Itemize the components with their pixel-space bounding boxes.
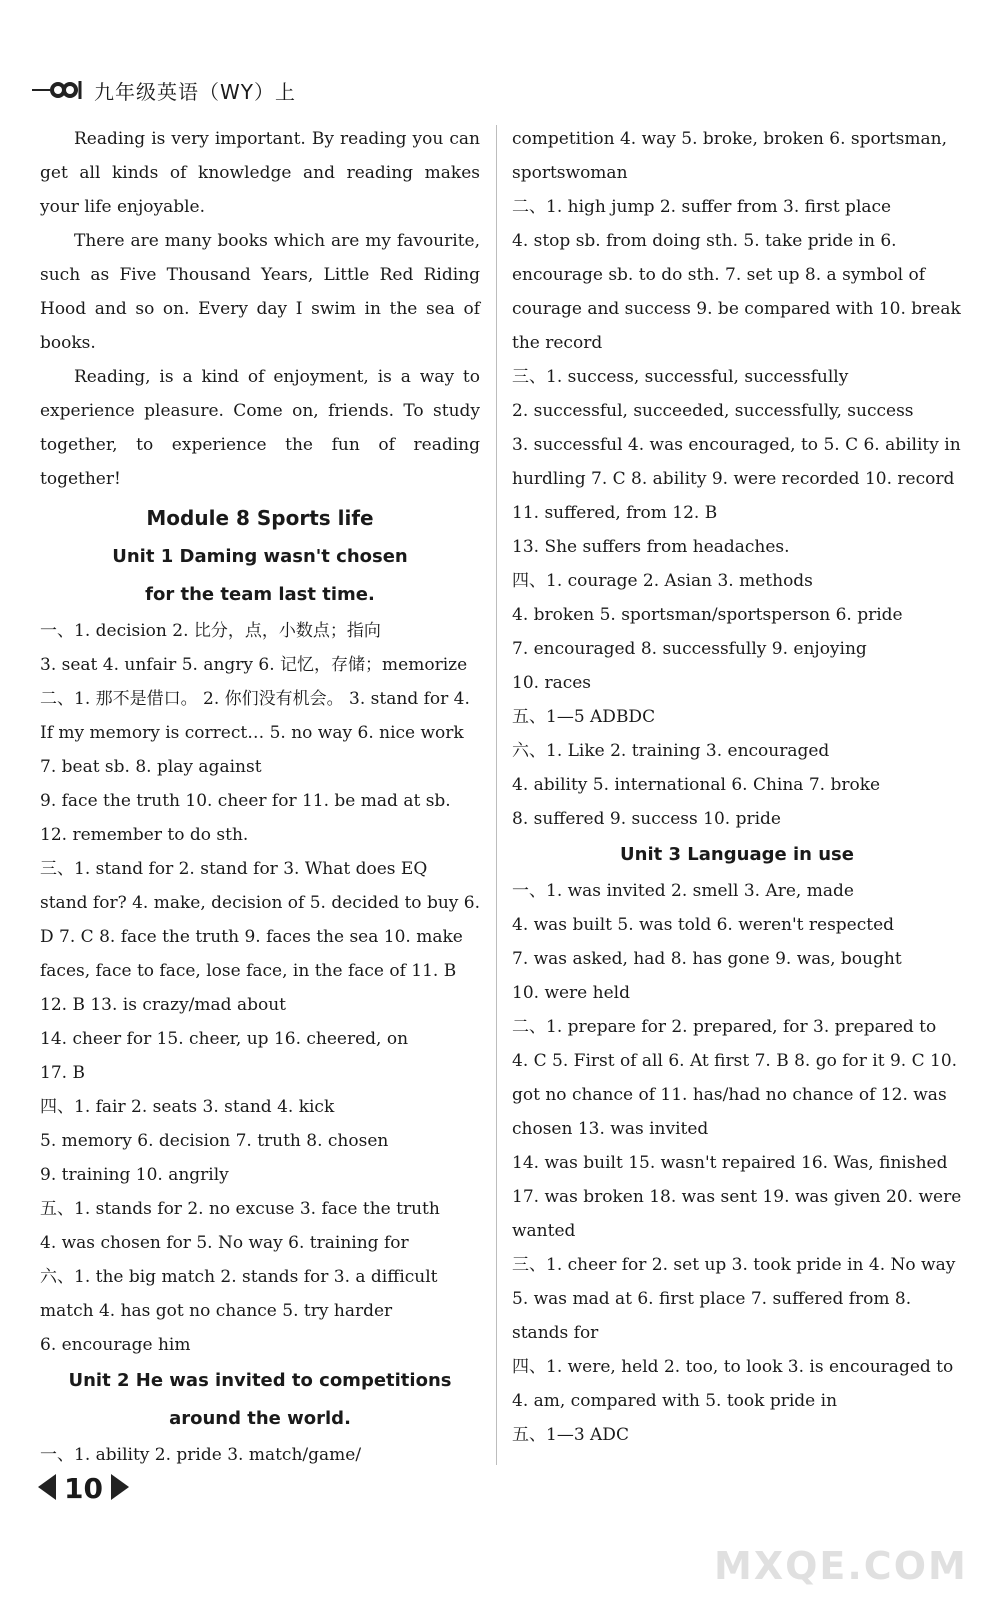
left-column: [40, 122, 480, 1472]
unit2-title-line1: Unit 2 He was invited to competitions: [68, 1370, 452, 1391]
page-number: 10: [64, 1472, 103, 1505]
answer-line: 4. stop sb. from doing sth. 5. take pride in 6. encourage sb. to do sth. 7. set up 8. a symbol of courage and success 9. be compared with 10. break the record: [512, 231, 961, 353]
book-title: 九年级英语（WY）上: [94, 79, 296, 104]
answer-line: 5. memory 6. decision 7. truth 8. chosen: [40, 1131, 389, 1151]
answer-line: 10. races: [512, 673, 592, 693]
answer-line: 4. broken 5. sportsman/sportsperson 6. pride: [512, 605, 903, 625]
answer-line: 2. successful, succeeded, successfully, success: [512, 401, 914, 421]
page-number-footer: [38, 1472, 129, 1505]
answer-line: 五、1—3 ADC: [512, 1425, 629, 1445]
site-watermark: [714, 1498, 974, 1588]
essay-paragraph: Reading, is a kind of enjoyment, is a way to experience pleasure. Come on, friends. To study together, to experience the fun of reading together!: [40, 367, 480, 489]
answer-line: 4. C 5. First of all 6. At first 7. B 8. go for it 9. C 10. got no chance of 11. has/had no chance of 12. was chosen 13. was invited: [512, 1051, 958, 1139]
unit1-title-line2: for the team last time.: [145, 584, 375, 605]
answer-line: competition 4. way 5. broke, broken 6. sportsman, sportswoman: [512, 129, 948, 183]
triangle-right-icon: [111, 1474, 129, 1504]
answer-line: 7. was asked, had 8. has gone 9. was, bought: [512, 949, 902, 969]
answer-line: 8. suffered 9. success 10. pride: [512, 809, 781, 829]
book-logo-icon: [32, 78, 88, 102]
right-column: [512, 122, 962, 1452]
answer-line: 五、1. stands for 2. no excuse 3. face the truth: [40, 1199, 440, 1219]
answer-line: 14. cheer for 15. cheer, up 16. cheered, on: [40, 1029, 409, 1049]
answer-line: 一、1. decision 2. 比分，点，小数点；指向: [40, 621, 381, 641]
answer-line: 4. was built 5. was told 6. weren't respected: [512, 915, 895, 935]
answer-line: 9. face the truth 10. cheer for 11. be mad at sb. 12. remember to do sth.: [40, 791, 451, 845]
module-title: Module 8 Sports life: [146, 506, 374, 530]
answer-line: 六、1. the big match 2. stands for 3. a difficult match 4. has got no chance 5. try harder: [40, 1267, 438, 1321]
watermark-text: MXQE.COM: [714, 1544, 968, 1588]
answer-line: 三、1. stand for 2. stand for 3. What does EQ stand for? 4. make, decision of 5. decided to buy 6. D 7. C 8. face the truth 9. faces the sea 10. make faces, face to face, lose face, in the face of 11. B 12. B 13. is crazy/mad about: [40, 859, 481, 1015]
answer-line: 6. encourage him: [40, 1335, 191, 1355]
answer-line: 三、1. cheer for 2. set up 3. took pride in 4. No way 5. was mad at 6. first place 7. suffered from 8. stands for: [512, 1255, 956, 1343]
answer-line: 二、1. prepare for 2. prepared, for 3. prepared to: [512, 1017, 937, 1037]
answer-line: 四、1. were, held 2. too, to look 3. is encouraged to 4. am, compared with 5. took pride in: [512, 1357, 954, 1411]
answer-line: 三、1. success, successful, successfully: [512, 367, 849, 387]
answer-line: 14. was built 15. wasn't repaired 16. Was, finished 17. was broken 18. was sent 19. was given 20. were wanted: [512, 1153, 962, 1241]
answer-line: 13. She suffers from headaches.: [512, 537, 790, 557]
answer-line: 4. ability 5. international 6. China 7. broke: [512, 775, 881, 795]
answer-line: 3. seat 4. unfair 5. angry 6. 记忆，存储；memorize: [40, 655, 468, 675]
answer-line: 六、1. Like 2. training 3. encouraged: [512, 741, 830, 761]
answer-line: 7. encouraged 8. successfully 9. enjoying: [512, 639, 867, 659]
unit3-title: Unit 3 Language in use: [620, 844, 854, 865]
triangle-left-icon: [38, 1474, 56, 1504]
answer-line: 五、1—5 ADBDC: [512, 707, 656, 727]
answer-line: 17. B: [40, 1063, 85, 1083]
answer-line: 一、1. was invited 2. smell 3. Are, made: [512, 881, 854, 901]
answer-line: 一、1. ability 2. pride 3. match/game/: [40, 1445, 362, 1465]
essay-paragraph: There are many books which are my favourite, such as Five Thousand Years, Little Red Riding Hood and so on. Every day I swim in the sea of books.: [40, 231, 480, 353]
answer-line: 10. were held: [512, 983, 630, 1003]
page-header: [32, 70, 296, 110]
unit1-title-line1: Unit 1 Daming wasn't chosen: [112, 546, 408, 567]
answer-line: 四、1. fair 2. seats 3. stand 4. kick: [40, 1097, 335, 1117]
essay-paragraph: Reading is very important. By reading you can get all kinds of knowledge and reading makes your life enjoyable.: [40, 129, 480, 217]
answer-line: 9. training 10. angrily: [40, 1165, 229, 1185]
answer-line: 4. was chosen for 5. No way 6. training for: [40, 1233, 409, 1253]
answer-line: 二、1. high jump 2. suffer from 3. first place: [512, 197, 892, 217]
answer-line: 二、1. 那不是借口。 2. 你们没有机会。 3. stand for 4. If my memory is correct… 5. no way 6. nice work 7. beat sb. 8. play against: [40, 689, 470, 777]
unit2-title-line2: around the world.: [169, 1408, 351, 1429]
column-divider: [496, 125, 497, 1465]
answer-line: 四、1. courage 2. Asian 3. methods: [512, 571, 813, 591]
answer-line: 3. successful 4. was encouraged, to 5. C 6. ability in hurdling 7. C 8. ability 9. were recorded 10. record 11. suffered, from 12. B: [512, 435, 961, 523]
